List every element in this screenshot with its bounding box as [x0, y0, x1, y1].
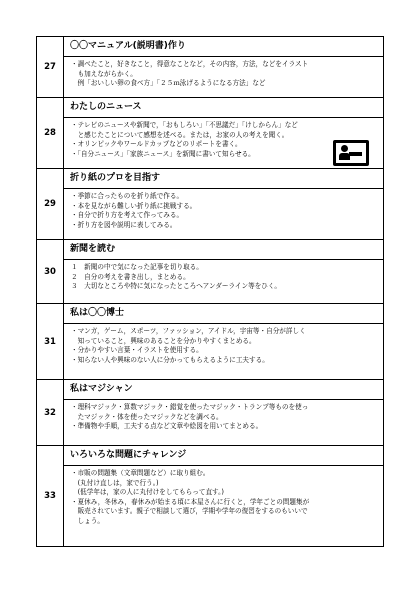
content-line: ・本を見ながら難しい折り紙に挑戦する。: [71, 201, 197, 210]
entry-content: [64, 57, 383, 92]
content-line: ・自分で折り方を考えて作ってみる。: [71, 211, 184, 220]
entry-27: [36, 36, 384, 98]
entry-28: [36, 98, 384, 169]
news-anchor-tv-icon: [333, 140, 369, 166]
content-line: 販売されています。親子で相談して選び，学期や学年の復習をするのもいいで: [71, 507, 308, 516]
content-line: たマジック・体を使ったマジックなどを調べる。: [71, 412, 223, 421]
entry-number: 29: [37, 169, 64, 239]
entry-title: 私はマジシャン: [64, 380, 383, 400]
entry-content: [64, 466, 383, 530]
entry-content: [64, 324, 383, 368]
content-line: 例「おいしい卵の食べ方」「２５ｍ泳げるようになる方法」など: [71, 79, 266, 88]
entry-title: 新聞を読む: [64, 240, 383, 260]
entry-content: [64, 189, 383, 233]
content-line: ・調べたこと，好きなこと，得意なことなど，その内容，方法，などをイラスト: [71, 60, 309, 68]
content-line: 知っていること，興味のあることを分かりやすくまとめる。: [71, 336, 256, 345]
content-line: も加えながらかく。: [71, 69, 137, 78]
entry-number: 33: [37, 446, 64, 546]
entry-number: 30: [37, 240, 64, 303]
content-line: ・市販の問題集（文章問題など）に取り組む。: [71, 469, 210, 477]
content-line: ２ 自分の考えを書き出し，まとめる。: [71, 272, 190, 281]
entry-31: [36, 304, 384, 380]
content-line: しょう。: [71, 516, 104, 525]
entry-content: [64, 260, 383, 295]
content-line: ３ 大切なところや特に気になったところへアンダーライン等をひく。: [71, 282, 281, 291]
content-line: ・オリンピックやワールドカップなどのリポートを書く。: [71, 140, 242, 149]
content-line: ・知らない人や興味のない人に分かってもらえるように工夫する。: [71, 355, 269, 364]
entry-title: わたしのニュース: [64, 98, 383, 118]
entry-title: いろいろな問題にチャレンジ: [64, 446, 383, 466]
content-line: (低学年は，家の人に丸付けをしてもらって直す。): [71, 488, 224, 497]
entry-title: 私は〇〇博士: [64, 304, 383, 324]
content-line: ・「自分ニュース」「家族ニュース」を新聞に書いて知らせる。: [71, 149, 255, 158]
content-line: ・マンガ，ゲーム，スポーツ，ファッション，アイドル，宇宙等・自分が詳しく: [71, 327, 306, 335]
content-line: ・夏休み，冬休み，春休みが始まる頃に本屋さんに行くと，学年ごとの問題集が: [71, 497, 310, 506]
entry-number: 28: [37, 98, 64, 168]
content-line: ・テレビのニュースや新聞で，「おもしろい」「不思議だ」「けしからん」など: [71, 121, 298, 129]
entry-number: 27: [37, 37, 64, 97]
entry-number: 32: [37, 380, 64, 445]
content-line: １ 新聞の中で気になった記事を切り取る。: [71, 263, 203, 271]
entry-content: [64, 400, 383, 435]
content-line: (丸付け直しは，家で行う。): [71, 478, 159, 487]
entry-number: 31: [37, 304, 64, 379]
content-line: ・理科マジック・算数マジック・錯覚を使ったマジック・トランプ等ものを使っ: [71, 403, 309, 411]
entry-30: [36, 240, 384, 304]
content-line: ・季節に合ったものを折り紙で作る。: [71, 192, 184, 200]
entry-content: [64, 118, 383, 162]
entry-title: 折り紙のプロを目指す: [64, 169, 383, 189]
content-line: と感じたことについて感想を述べる。または，お家の人の考えを聞く。: [71, 130, 289, 139]
entry-title: 〇〇マニュアル(説明書)作り: [64, 37, 383, 57]
entry-32: [36, 380, 384, 446]
content-line: ・分かりやすい言葉・イラストを使用する。: [71, 346, 203, 355]
content-line: ・折り方を図や説明に表してみる。: [71, 220, 177, 229]
content-line: ・準備物や手順，工夫する点など文章や絵図を用いてまとめる。: [71, 422, 263, 431]
entry-29: [36, 169, 384, 240]
entry-33: [36, 446, 384, 547]
activity-table: [36, 36, 384, 547]
